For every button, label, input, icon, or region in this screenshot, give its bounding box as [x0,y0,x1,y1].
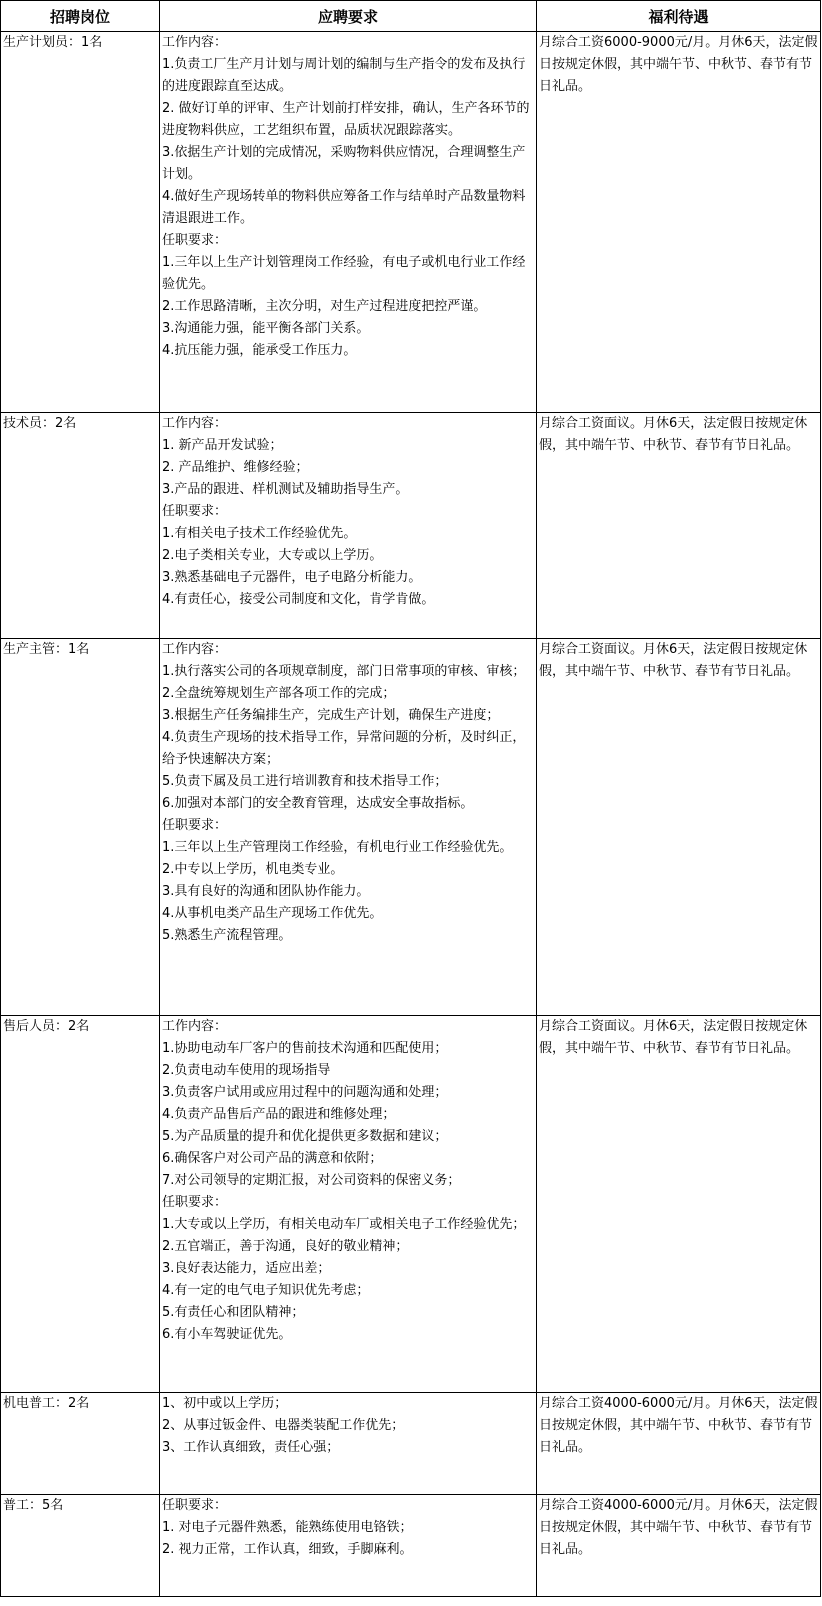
requirements-cell [160,639,537,1016]
requirements-cell [160,1495,537,1597]
table-row [1,1016,821,1393]
requirement-line: 工作内容： [162,1019,228,1034]
requirement-line: 3.依据生产计划的完成情况，采购物料供应情况，合理调整生产计划。 [162,145,526,182]
requirement-line: 4.负责产品售后产品的跟进和维修处理； [162,1107,396,1122]
requirement-line: 4.有一定的电气电子知识优先考虑； [162,1283,370,1298]
requirement-line: 2.中专以上学历，机电类专业。 [162,862,344,877]
requirement-line: 1.执行落实公司的各项规章制度，部门日常事项的审核、审核； [162,664,526,679]
requirement-line: 6.有小车驾驶证优先。 [162,1327,292,1342]
benefits-cell: 月综合工资面议。月休6天，法定假日按规定休假，其中端午节、中秋节、春节有节日礼品。 [537,1016,821,1393]
position-cell: 技术员：2名 [1,413,160,639]
requirement-line: 1.三年以上生产计划管理岗工作经验，有电子或机电行业工作经验优先。 [162,255,526,292]
requirement-line: 1. 新产品开发试验； [162,438,283,453]
table-row [1,32,821,413]
position-cell: 机电普工：2名 [1,1393,160,1495]
requirements-cell [160,1393,537,1495]
requirements-cell [160,413,537,639]
position-cell: 普工：5名 [1,1495,160,1597]
table-row [1,1393,821,1495]
requirement-line: 2. 视力正常，工作认真，细致，手脚麻利。 [162,1542,413,1557]
requirement-line: 工作内容： [162,35,228,50]
requirement-line: 5.熟悉生产流程管理。 [162,928,292,943]
requirement-line: 4.有责任心，接受公司制度和文化，肯学肯做。 [162,592,435,607]
header-benefits: 福利待遇 [537,1,821,32]
requirement-line: 6.加强对本部门的安全教育管理，达成安全事故指标。 [162,796,474,811]
requirement-line: 1. 对电子元器件熟悉，能熟练使用电铬铁； [162,1520,413,1535]
header-requirements: 应聘要求 [160,1,537,32]
benefits-cell: 月综合工资4000-6000元/月。月休6天，法定假日按规定休假，其中端午节、中秋节、春节有节日礼品。 [537,1495,821,1597]
header-position: 招聘岗位 [1,1,160,32]
requirement-line: 2.五官端正，善于沟通，良好的敬业精神； [162,1239,409,1254]
benefits-cell: 月综合工资面议。月休6天，法定假日按规定休假，其中端午节、中秋节、春节有节日礼品。 [537,413,821,639]
requirement-line: 工作内容： [162,416,228,431]
requirement-line: 任职要求： [162,1195,228,1210]
benefits-cell: 月综合工资面议。月休6天，法定假日按规定休假，其中端午节、中秋节、春节有节日礼品。 [537,639,821,1016]
requirement-line: 工作内容： [162,642,228,657]
requirement-line: 3.根据生产任务编排生产，完成生产计划，确保生产进度； [162,708,500,723]
benefits-cell: 月综合工资4000-6000元/月。月休6天，法定假日按规定休假，其中端午节、中秋节、春节有节日礼品。 [537,1393,821,1495]
requirement-line: 1.三年以上生产管理岗工作经验，有机电行业工作经验优先。 [162,840,513,855]
position-cell: 生产计划员：1名 [1,32,160,413]
requirement-line: 4.做好生产现场转单的物料供应筹备工作与结单时产品数量物料清退跟进工作。 [162,189,526,226]
requirement-line: 3.具有良好的沟通和团队协作能力。 [162,884,370,899]
requirement-line: 2.工作思路清晰，主次分明，对生产过程进度把控严谨。 [162,299,487,314]
requirement-line: 2. 做好订单的评审、生产计划前打样安排，确认，生产各环节的进度物料供应，工艺组织布置，品质状况跟踪落实。 [162,101,530,138]
requirement-line: 4.抗压能力强，能承受工作压力。 [162,343,357,358]
header-row [1,1,821,32]
requirement-line: 4.从事机电类产品生产现场工作优先。 [162,906,383,921]
requirement-line: 3.良好表达能力，适应出差； [162,1261,331,1276]
position-cell: 生产主管：1名 [1,639,160,1016]
requirement-line: 1.协助电动车厂客户的售前技术沟通和匹配使用； [162,1041,448,1056]
requirement-line: 7.对公司领导的定期汇报，对公司资料的保密义务； [162,1173,461,1188]
requirement-line: 1、初中或以上学历； [162,1396,288,1411]
requirement-line: 1.大专或以上学历，有相关电动车厂或相关电子工作经验优先； [162,1217,526,1232]
requirement-line: 2.全盘统筹规划生产部各项工作的完成； [162,686,396,701]
requirement-line: 6.确保客户对公司产品的满意和依附； [162,1151,383,1166]
requirement-line: 任职要求： [162,233,228,248]
requirement-line: 3.产品的跟进、样机测试及辅助指导生产。 [162,482,409,497]
requirements-cell [160,32,537,413]
requirements-cell [160,1016,537,1393]
requirement-line: 1.负责工厂生产月计划与周计划的编制与生产指令的发布及执行的进度跟踪直至达成。 [162,57,526,94]
requirement-line: 3.沟通能力强，能平衡各部门关系。 [162,321,370,336]
requirement-line: 2. 产品维护、维修经验； [162,460,309,475]
table-row [1,639,821,1016]
requirement-line: 2、从事过钣金件、电器类装配工作优先； [162,1418,405,1433]
requirement-line: 任职要求： [162,818,228,833]
requirement-line: 任职要求： [162,504,228,519]
requirement-line: 5.有责任心和团队精神； [162,1305,305,1320]
requirement-line: 任职要求： [162,1498,228,1513]
requirement-line: 3、工作认真细致，责任心强； [162,1440,340,1455]
position-cell: 售后人员：2名 [1,1016,160,1393]
benefits-cell: 月综合工资6000-9000元/月。月休6天，法定假日按规定休假，其中端午节、中秋节、春节有节日礼品。 [537,32,821,413]
requirement-line: 2.负责电动车使用的现场指导 [162,1063,331,1078]
table-row [1,413,821,639]
requirement-line: 3.负责客户试用或应用过程中的问题沟通和处理； [162,1085,448,1100]
requirement-line: 5.负责下属及员工进行培训教育和技术指导工作； [162,774,448,789]
requirement-line: 1.有相关电子技术工作经验优先。 [162,526,357,541]
requirement-line: 3.熟悉基础电子元器件，电子电路分析能力。 [162,570,422,585]
requirement-line: 5.为产品质量的提升和优化提供更多数据和建议； [162,1129,448,1144]
requirement-line: 4.负责生产现场的技术指导工作，异常问题的分析，及时纠正，给予快速解决方案； [162,730,526,767]
requirement-line: 2.电子类相关专业，大专或以上学历。 [162,548,383,563]
table-row [1,1495,821,1597]
